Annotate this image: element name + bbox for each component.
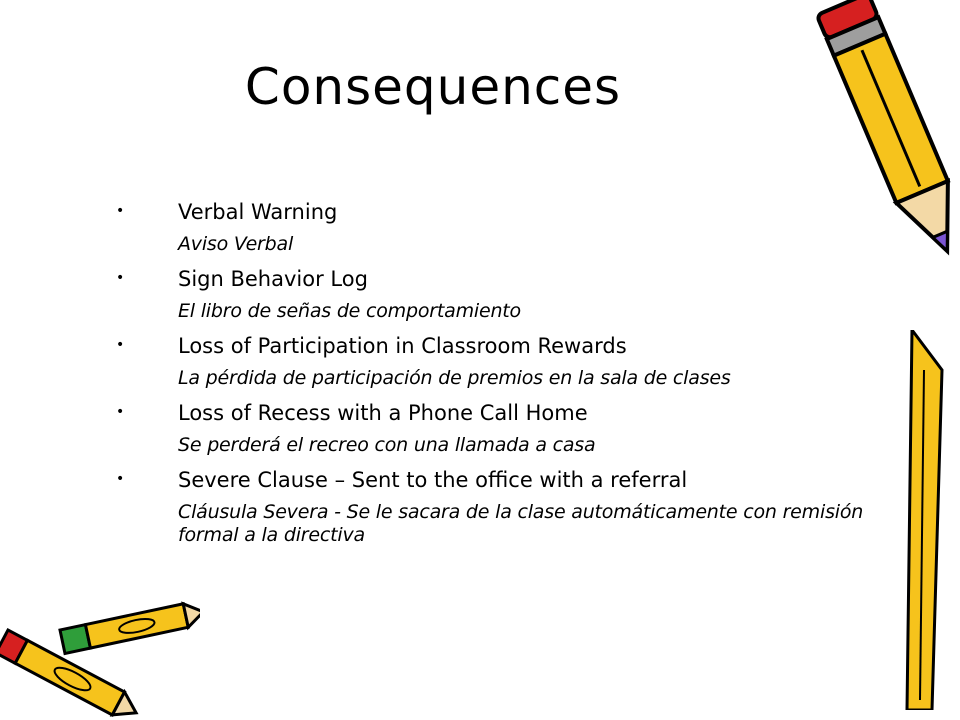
- item-label: Verbal Warning: [178, 200, 338, 224]
- list-item: [112, 464, 892, 553]
- bullet-icon: •: [116, 270, 125, 286]
- list-item: [112, 263, 892, 329]
- item-translation: La pérdida de participación de premios en la sala de clases: [178, 367, 731, 389]
- pencil-icon: [0, 580, 200, 720]
- bullet-icon: •: [116, 203, 125, 219]
- list-item: [112, 196, 892, 262]
- item-translation: Aviso Verbal: [178, 233, 294, 255]
- item-label: Sign Behavior Log: [178, 267, 368, 291]
- list-item: [112, 330, 892, 396]
- item-translation: Cláusula Severa - Se le sacara de la clase automáticamente con remisión formal a la directiva: [178, 501, 864, 546]
- pencil-icon: [902, 330, 952, 710]
- item-label: Severe Clause – Sent to the office with a referral: [178, 468, 688, 492]
- bullet-icon: •: [116, 404, 125, 420]
- list-item: [112, 397, 892, 463]
- bullet-icon: •: [116, 471, 125, 487]
- item-label: Loss of Participation in Classroom Rewards: [178, 334, 627, 358]
- item-label: Loss of Recess with a Phone Call Home: [178, 401, 588, 425]
- bullet-icon: •: [116, 337, 125, 353]
- item-translation: Se perderá el recreo con una llamada a casa: [178, 434, 596, 456]
- slide-title: Consequences: [244, 58, 622, 116]
- bullet-list: [112, 196, 892, 554]
- item-translation: El libro de señas de comportamiento: [178, 300, 521, 322]
